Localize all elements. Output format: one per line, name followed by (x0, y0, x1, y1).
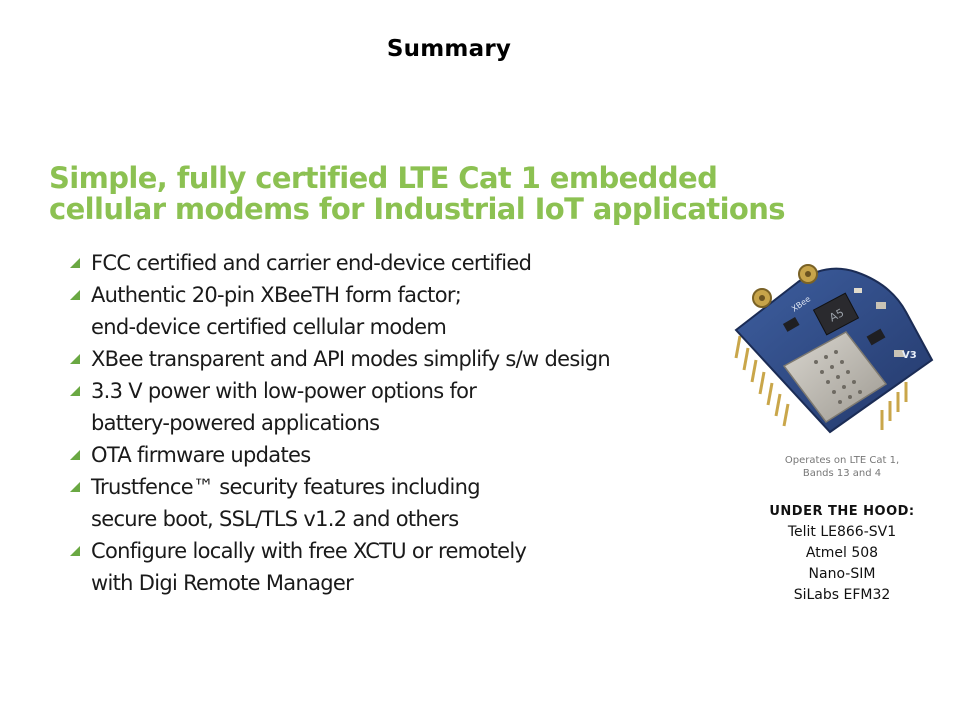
feature-text: battery-powered applications (91, 411, 380, 435)
component-item: Atmel 508 (805, 545, 879, 561)
edge-label: MSRF (756, 274, 791, 287)
triangle-bullet-icon (70, 546, 80, 556)
feature-text: 3.3 V power with low-power options for (91, 379, 477, 403)
headline (49, 163, 809, 225)
triangle-bullet-icon (70, 354, 80, 364)
component-item: SiLabs EFM32 (793, 587, 891, 603)
feature-text: OTA firmware updates (91, 443, 311, 467)
feature-item (70, 471, 710, 535)
caption-line: Bands 13 and 4 (802, 468, 882, 479)
image-caption (752, 454, 932, 480)
under-the-hood-title: UNDER THE HOOD: (769, 504, 915, 519)
triangle-bullet-icon (70, 450, 80, 460)
feature-text: secure boot, SSL/TLS v1.2 and others (91, 507, 459, 531)
headline-line: cellular modems for Industrial IoT applications (49, 192, 785, 226)
component-item: Nano-SIM (808, 566, 876, 582)
feature-item (70, 375, 710, 439)
headline-line: Simple, fully certified LTE Cat 1 embedded (49, 161, 718, 195)
triangle-bullet-icon (70, 482, 80, 492)
triangle-bullet-icon (70, 258, 80, 268)
triangle-bullet-icon (70, 290, 80, 300)
feature-item (70, 247, 710, 279)
chip-label: A5 (827, 306, 847, 325)
feature-item (70, 343, 710, 375)
feature-text: Trustfence™ security features including (91, 475, 480, 499)
feature-text: Configure locally with free XCTU or remotely (91, 539, 527, 563)
feature-item (70, 439, 710, 471)
feature-text: XBee transparent and API modes simplify s/w design (91, 347, 610, 371)
feature-text: FCC certified and carrier end-device certified (91, 251, 532, 275)
version-label: V3 (902, 350, 917, 361)
board-label: XBee (789, 294, 813, 314)
feature-text: end-device certified cellular modem (91, 315, 447, 339)
slide-title: Summary (386, 36, 512, 62)
feature-list (70, 247, 710, 599)
component-item: Telit LE866-SV1 (787, 524, 897, 540)
triangle-bullet-icon (70, 386, 80, 396)
feature-text: Authentic 20-pin XBeeTH form factor; (91, 283, 462, 307)
under-the-hood (752, 502, 932, 606)
feature-text: with Digi Remote Manager (91, 571, 354, 595)
xbee-cellular-module-photo (726, 262, 940, 442)
feature-item (70, 279, 710, 343)
caption-line: Operates on LTE Cat 1, (784, 455, 900, 466)
feature-item (70, 535, 710, 599)
